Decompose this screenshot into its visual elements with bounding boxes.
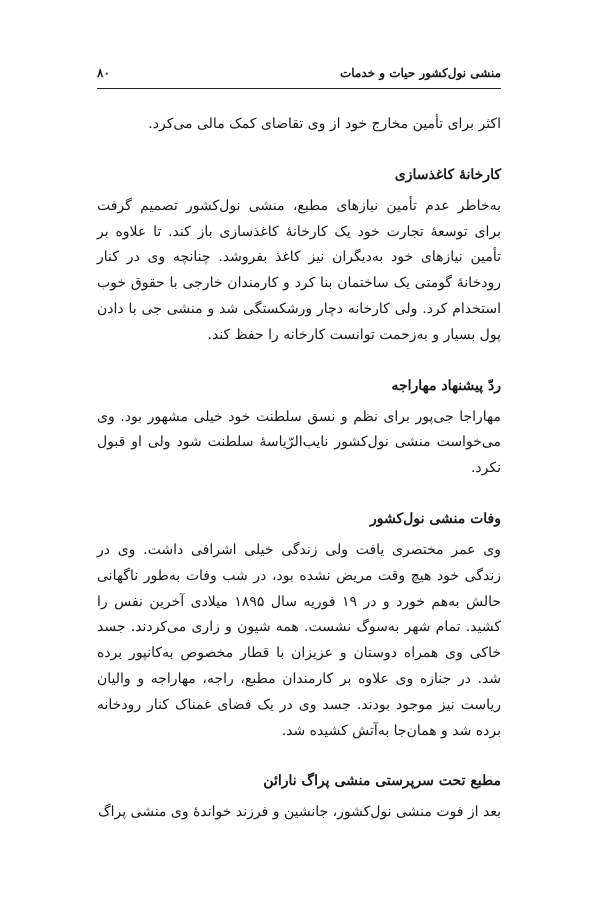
body-text xyxy=(97,112,501,826)
page-header xyxy=(97,60,501,89)
running-title: منشی نول‌کشور حیات و خدمات xyxy=(339,66,501,80)
section-heading: ردّ پیشنهاد مهاراجه xyxy=(391,377,501,394)
section-heading: وفات منشی نول‌کشور xyxy=(370,510,501,527)
paragraph: مهاراجا جی‌پور برای نظم و نسق سلطنت خود خیلی مشهور بود. وی می‌خواست منشی نول‌کشور نایب‌الرّیاسهٔ سلطنت شود ولی او قبول نکرد. xyxy=(97,408,501,477)
section-heading: مطبع تحت سرپرستی منشی پراگ نارائن xyxy=(263,773,501,790)
paragraph: بعد از فوت منشی نول‌کشور، جانشین و فرزند خواندهٔ وی منشی پراگ xyxy=(98,804,501,821)
paragraph: به‌خاطر عدم تأمین نیازهای مطبع، منشی نول‌کشور تصمیم گرفت برای توسعهٔ تجارت خود یک کارخانهٔ کاغذسازی باز کند. تا علاوه بر تأمین نیازهای خود به‌دیگران نیز کاغذ بفروشد. چنانچه وی در کنار رودخانهٔ گومتی یک ساختمان بنا کرد و کارمندان خارجی با حقوق خوب استخدام کرد. ولی کارخانه دچار ورشکستگی شد و منشی جی با دادن پول بسیار و به‌زحمت توانست کارخانه را حفظ کند. xyxy=(97,197,501,343)
section-heading: کارخانهٔ کاغذسازی xyxy=(394,166,501,183)
page-number: ۸۰ xyxy=(97,66,110,80)
paragraph: اکثر برای تأمین مخارج خود از وی تقاضای کمک مالی می‌کرد. xyxy=(148,116,501,132)
paragraph: وی عمر مختصری یافت ولی زندگی خیلی اشرافی داشت. وی در زندگی خود هیچ وقت مریض نشده بود، در شب وفات به‌طور ناگهانی حالش به‌هم خورد و در ۱۹ فوریه سال ۱۸۹۵ میلادی آخرین نفس را کشید. تمام شهر به‌سوگ نشست. همه شیون و زاری می‌کردند. جسد خاکی وی همراه دوستان و عزیزان با قطار مخصوص به‌کانپور برده شد. در جنازه وی علاوه بر کارمندان مطبع، راجه، مهاراجه و والیان ریاست نیز موجود بودند. جسد وی در یک فضای غمناک کنار رودخانه برده شد و همان‌جا به‌آتش کشیده شد. xyxy=(97,541,501,739)
